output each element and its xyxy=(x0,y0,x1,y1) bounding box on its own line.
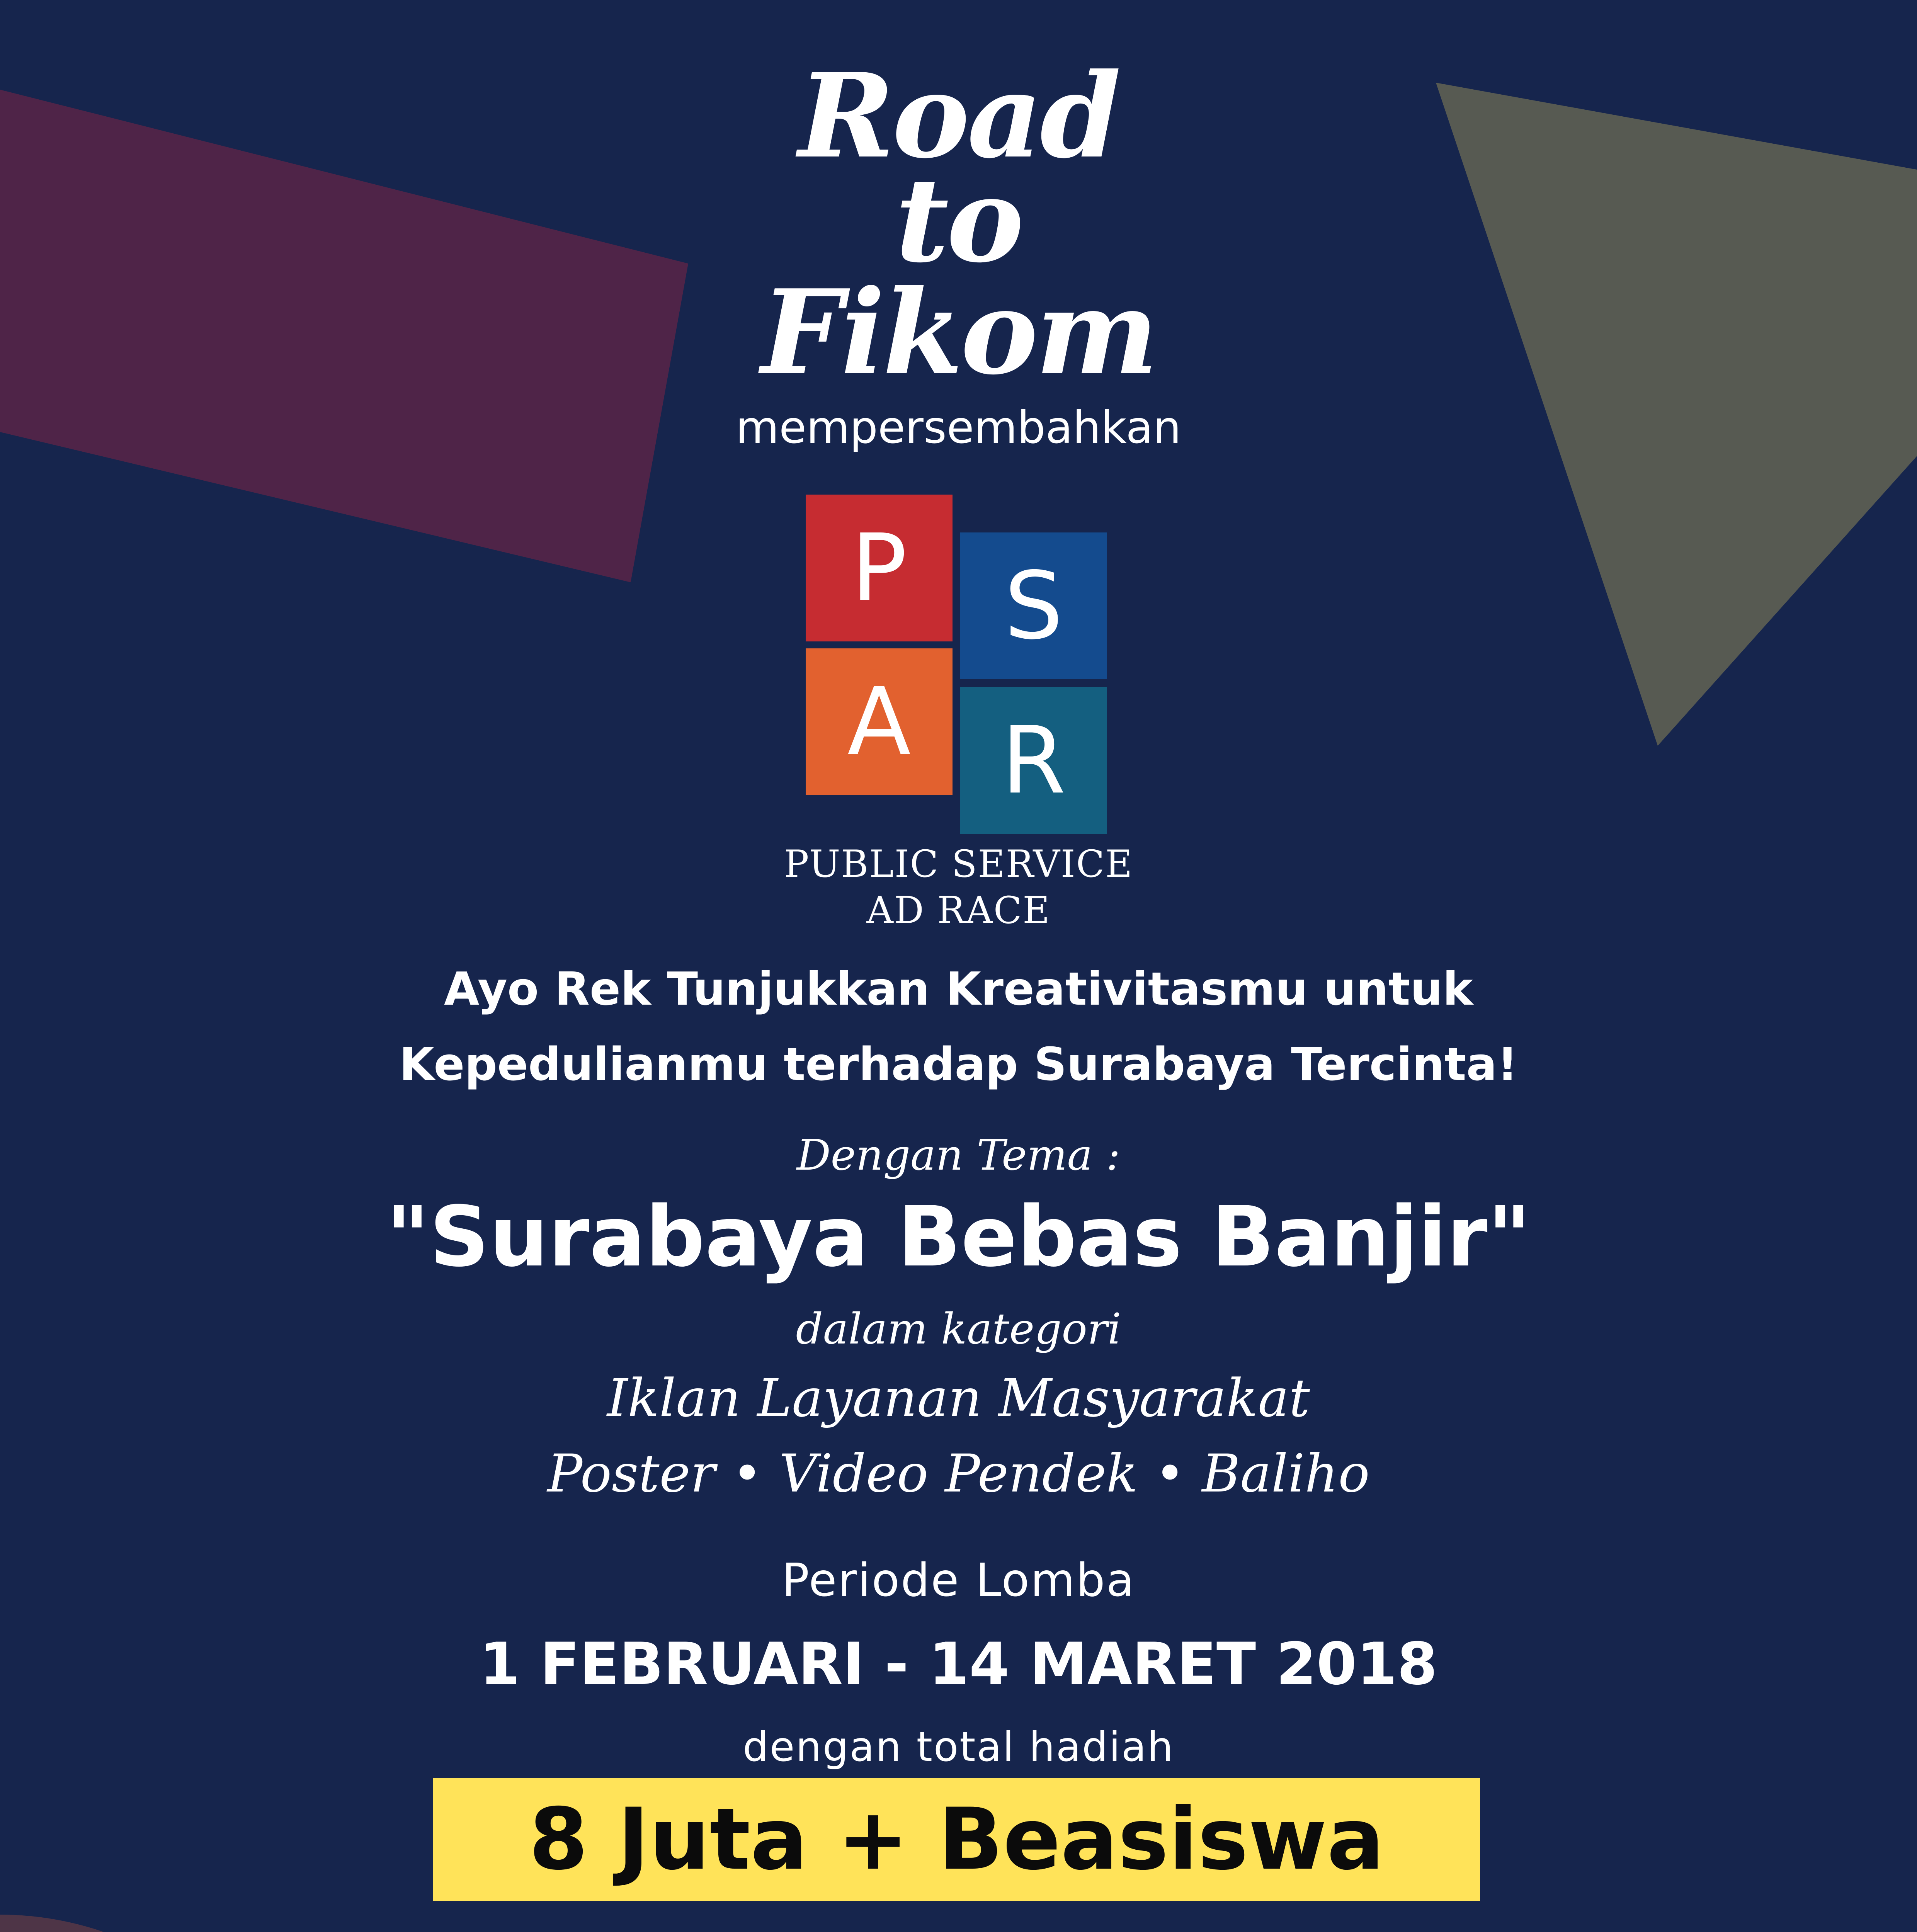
prize-value: 8 Juta + Beasiswa xyxy=(529,1790,1385,1889)
logo-caption-line2: AD RACE xyxy=(866,889,1051,932)
logo-tile-r: R xyxy=(960,687,1107,834)
category-formats: Poster • Video Pendek • Baliho xyxy=(547,1443,1370,1504)
prize-highlight xyxy=(433,1778,1480,1901)
title-road: Road xyxy=(798,48,1119,184)
logo-tile-p: P xyxy=(806,495,953,641)
title-to: to xyxy=(895,152,1022,288)
tagline-line1: Ayo Rek Tunjukkan Kreativitasmu untuk xyxy=(444,962,1473,1015)
title-fikom: Fikom xyxy=(761,264,1156,400)
presents-text: mempersembahkan xyxy=(736,402,1181,454)
category-name: Iklan Layanan Masyarakat xyxy=(607,1368,1310,1429)
tagline-line2: Kepedulianmu terhadap Surabaya Tercinta! xyxy=(399,1037,1518,1091)
logo-tile-a: A xyxy=(806,648,953,795)
prize-label: dengan total hadiah xyxy=(743,1723,1174,1770)
logo-caption-line1: PUBLIC SERVICE xyxy=(784,842,1133,886)
logo-tile-s: S xyxy=(960,532,1107,679)
category-intro: dalam kategori xyxy=(796,1304,1121,1354)
period-label: Periode Lomba xyxy=(781,1553,1136,1607)
psar-logo xyxy=(806,495,1107,838)
period-dates: 1 FEBRUARI - 14 MARET 2018 xyxy=(480,1631,1437,1698)
theme-title: "Surabaya Bebas Banjir" xyxy=(386,1188,1531,1285)
theme-intro: Dengan Tema : xyxy=(796,1130,1121,1180)
maroon-circle-shape xyxy=(0,1915,319,1932)
